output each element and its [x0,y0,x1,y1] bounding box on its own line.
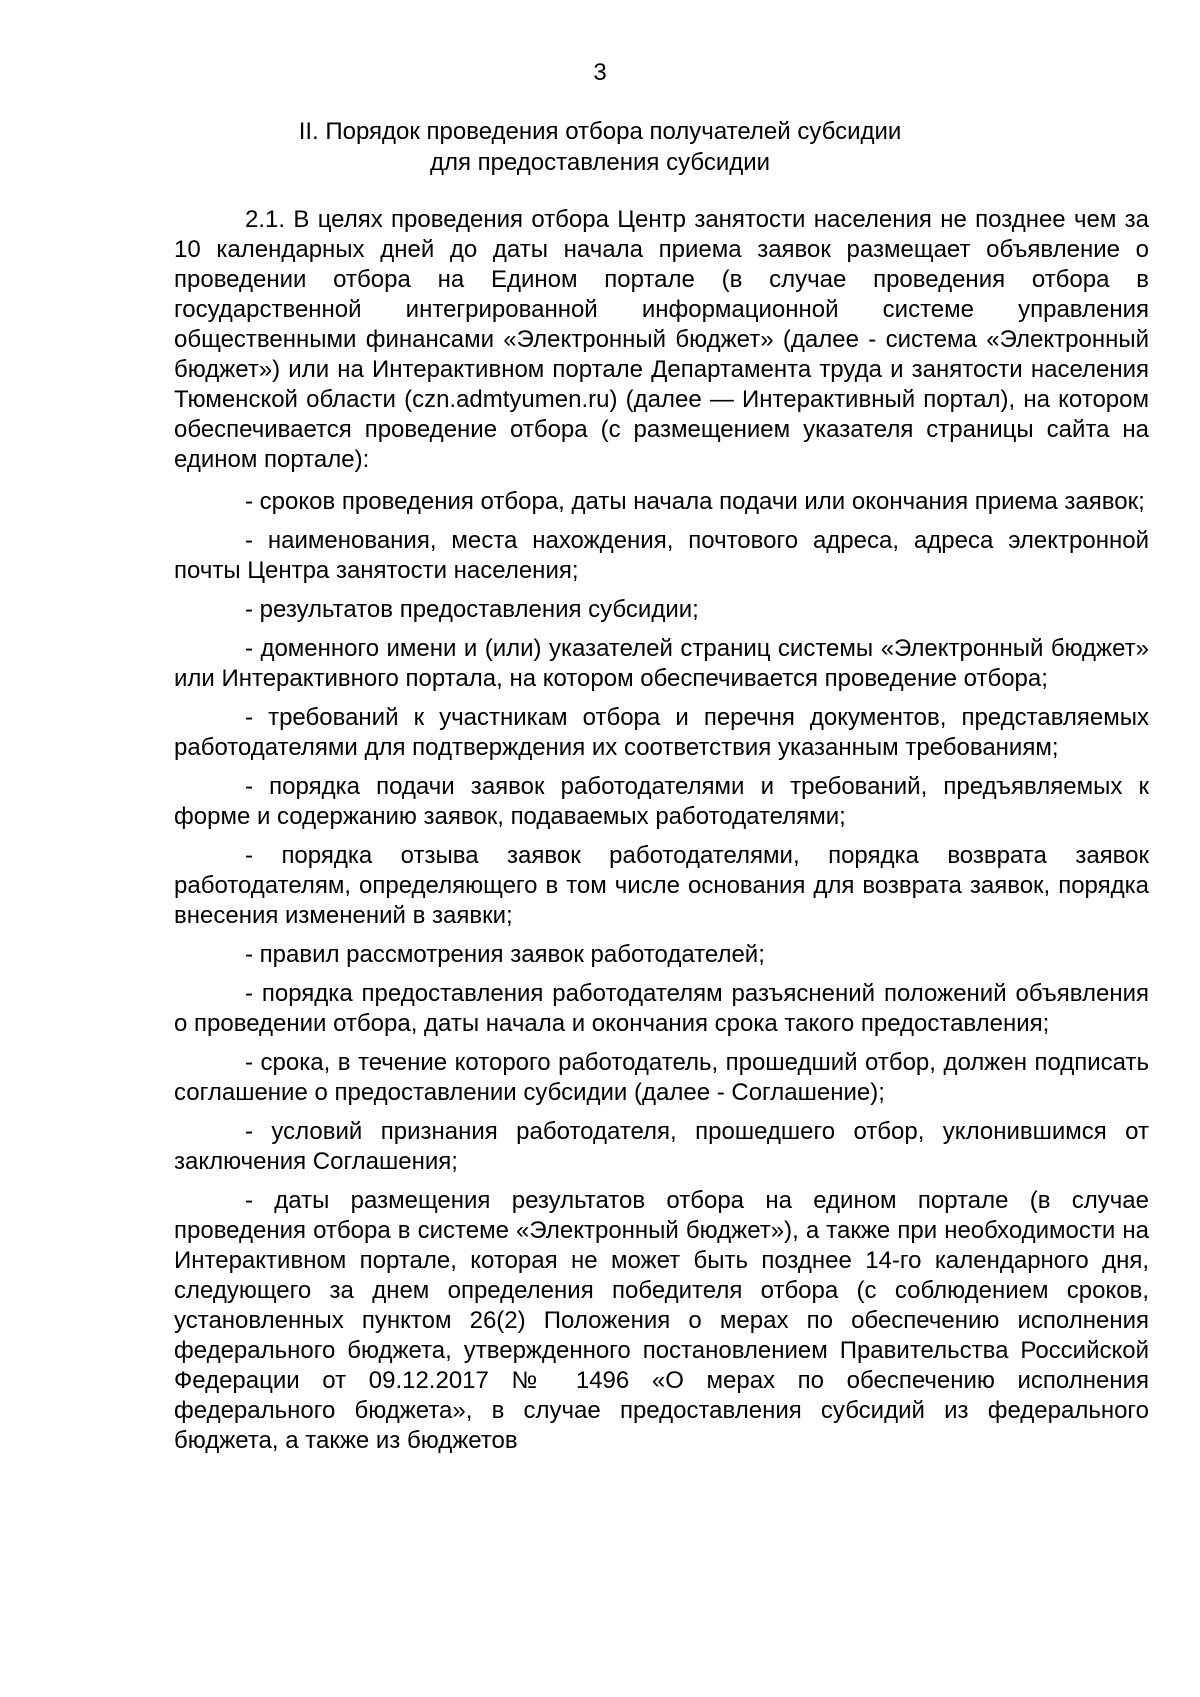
list-item: - порядка предоставления работодателям разъяснений положений объявления о проведении отбора, даты начала и окончания срока такого предоставления; [174,980,1149,1037]
section-heading-line-2: для предоставления субсидии [429,149,771,176]
list-item: - срока, в течение которого работодатель, прошедший отбор, должен подписать соглашение о предоставлении субсидии (далее - Соглашение); [174,1049,1149,1106]
paragraph-2-1: 2.1. В целях проведения отбора Центр занятости населения не позднее чем за 10 календарных дней до даты начала приема заявок размещает объявление о проведении отбора на Едином портале (в случае проведения отбора в государственной интегрированной информационной системе управления общественными финансами «Электронный бюджет» (далее - система «Электронный бюджет») или на Интерактивном портале Департамента труда и занятости населения Тюменской области (czn.admtyumen.ru) (далее — Интерактивный портал), на котором обеспечивается проведение отбора (с размещением указателя страницы сайта на едином портале): [174,206,1149,473]
page-number: 3 [593,59,607,86]
list-item: - требований к участникам отбора и перечня документов, представляемых работодателями для подтверждения их соответствия указанным требованиям; [174,704,1149,761]
section-heading-line-1: II. Порядок проведения отбора получателей субсидии [298,118,902,145]
list-item: - сроков проведения отбора, даты начала подачи или окончания приема заявок; [245,488,1145,515]
list-item: - даты размещения результатов отбора на едином портале (в случае проведения отбора в системе «Электронный бюджет»), а также при необходимости на Интерактивном портале, которая не может быть позднее 14-го календарного дня, следующего за днем определения победителя отбора (с соблюдением сроков, установленных пунктом 26(2) Положения о мерах по обеспечению исполнения федерального бюджета, утвержденного постановлением Правительства Российской Федерации от 09.12.2017 № 1496 «О мерах по обеспечению исполнения федерального бюджета», в случае предоставления субсидий из федерального бюджета, а также из бюджетов [174,1187,1149,1454]
document-body [174,205,1149,1465]
list-item: - условий признания работодателя, прошедшего отбор, уклонившимся от заключения Соглашения; [174,1118,1149,1175]
section-heading [150,116,1050,178]
list-item: - правил рассмотрения заявок работодателей; [245,941,765,968]
list-item: - доменного имени и (или) указателей страниц системы «Электронный бюджет» или Интерактивного портала, на котором обеспечивается проведение отбора; [174,635,1149,692]
list-item: - порядка подачи заявок работодателями и требований, предъявляемых к форме и содержанию заявок, подаваемых работодателями; [174,773,1149,830]
list-item: - порядка отзыва заявок работодателями, порядка возврата заявок работодателям, определяющего в том числе основания для возврата заявок, порядка внесения изменений в заявки; [174,842,1149,929]
list-item: - результатов предоставления субсидии; [245,596,699,623]
list-item: - наименования, места нахождения, почтового адреса, адреса электронной почты Центра занятости населения; [174,527,1149,584]
